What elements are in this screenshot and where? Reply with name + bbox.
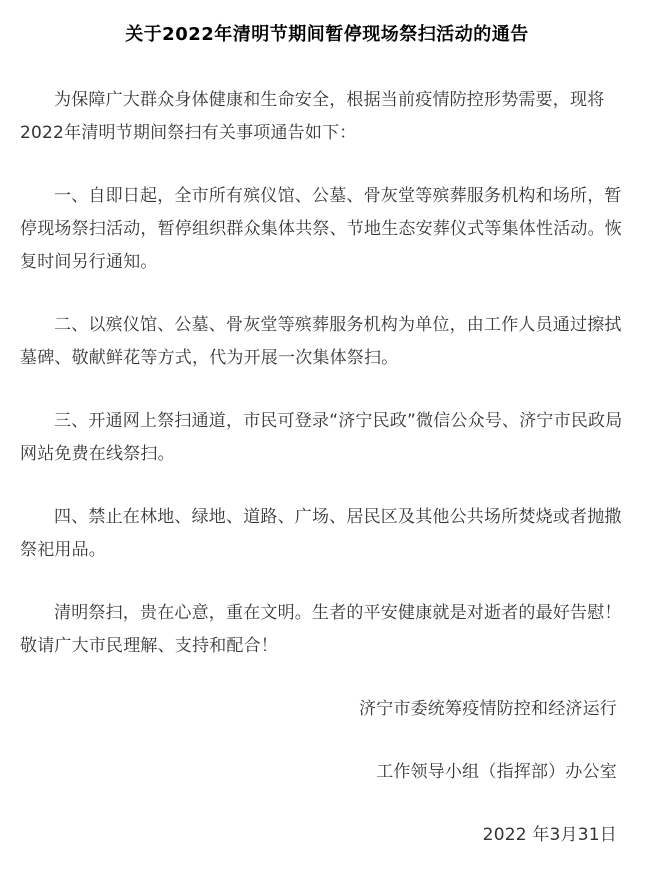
notice-item-2-paragraph: 二、以殡仪馆、公墓、骨灰堂等殡葬服务机构为单位，由工作人员通过擦拭墓碑、敬献鲜花等方式，代为开展一次集体祭扫。 <box>20 315 622 368</box>
notice-title-text: 关于2022年清明节期间暂停现场祭扫活动的通告 <box>125 24 529 45</box>
signature-line-1: 济宁市委统筹疫情防控和经济运行 <box>359 699 617 719</box>
notice-closing-paragraph: 清明祭扫，贵在心意，重在文明。生者的平安健康就是对逝者的最好告慰！敬请广大市民理解、支持和配合！ <box>20 603 622 656</box>
notice-item-4-paragraph: 四、禁止在林地、绿地、道路、广场、居民区及其他公共场所焚烧或者抛撒祭祀用品。 <box>20 507 622 560</box>
notice-title <box>20 22 634 48</box>
notice-item-1-paragraph: 一、自即日起，全市所有殡仪馆、公墓、骨灰堂等殡葬服务机构和场所，暂停现场祭扫活动，暂停组织群众集体共祭、节地生态安葬仪式等集体性活动。恢复时间另行通知。 <box>20 186 622 272</box>
notice-item-3-paragraph: 三、开通网上祭扫通道，市民可登录“济宁民政”微信公众号、济宁市民政局网站免费在线祭扫。 <box>20 411 623 464</box>
signature-line-2: 工作领导小组（指挥部）办公室 <box>376 762 617 782</box>
notice-intro-paragraph: 为保障广大群众身体健康和生命安全，根据当前疫情防控形势需要，现将2022年清明节期间祭扫有关事项通告如下： <box>20 90 605 143</box>
notice-date: 2022 年3月31日 <box>482 825 617 845</box>
